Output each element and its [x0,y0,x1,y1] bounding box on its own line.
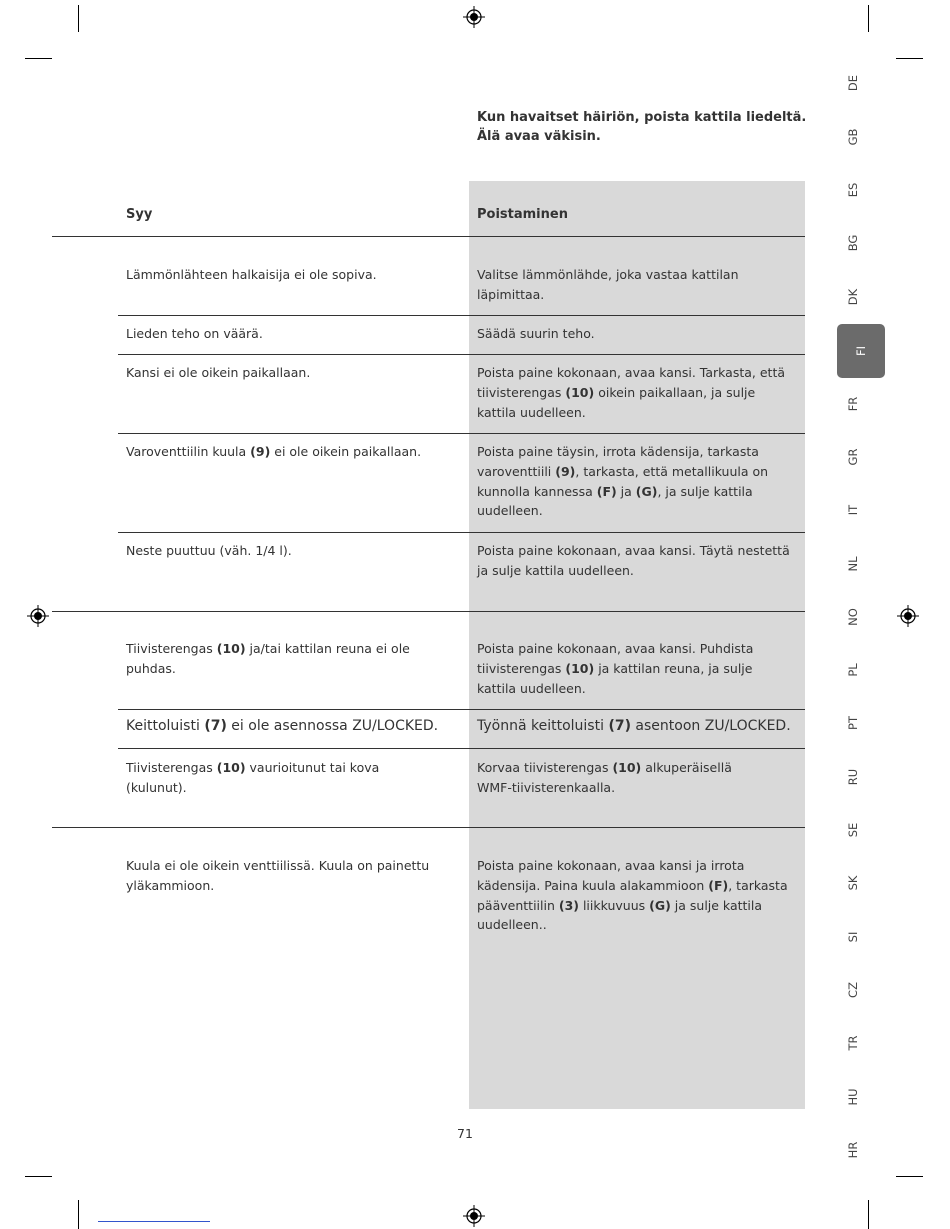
language-tab-nl[interactable]: NL [846,556,860,572]
remedy-cell: Poista paine kokonaan, avaa kansi. Täytä nestettä ja sulje kattila uudelleen. [477,543,790,578]
crop-mark [896,58,923,59]
remedy-cell: Poista paine kokonaan, avaa kansi ja irrota kädensija. Paina kuula alakammioon (F), tarkasta pääventtiilin (3) liikkuvuus (G) ja sulje kattila uudelleen.. [477,858,788,933]
row-divider [118,748,805,749]
registration-mark-icon [27,605,49,627]
cause-cell: Neste puuttuu (väh. 1/4 l). [126,543,292,558]
registration-mark-icon [463,1205,485,1227]
language-tab-si[interactable]: SI [846,931,860,943]
remedy-cell: Poista paine kokonaan, avaa kansi. Tarkasta, että tiivisterengas (10) oikein paikallaan, ja sulje kattila uudelleen. [477,365,786,420]
cause-cell: Tiivisterengas (10) ja/tai kattilan reuna ei ole puhdas. [126,641,410,676]
language-tab-tr[interactable]: TR [846,1035,860,1051]
language-tab-dk[interactable]: DK [846,288,860,306]
language-tab-it[interactable]: IT [846,504,860,516]
language-tab-hu[interactable]: HU [846,1088,860,1106]
crop-mark [25,1176,52,1177]
row-divider [118,532,805,533]
remedy-cell: Työnnä keittoluisti (7) asentoon ZU/LOCKED. [477,718,791,734]
crop-mark [896,1176,923,1177]
cause-cell: Lämmönlähteen halkaisija ei ole sopiva. [126,267,377,282]
section-divider [52,611,805,612]
footer-link-underline [98,1221,210,1222]
cause-cell: Keittoluisti (7) ei ole asennossa ZU/LOCKED. [126,718,439,734]
registration-mark-icon [463,6,485,28]
row-divider [118,709,805,710]
crop-mark [25,58,52,59]
remedy-cell: Poista paine täysin, irrota kädensija, tarkasta varoventtiili (9), tarkasta, että metallikuula on kunnolla kannessa (F) ja (G), ja sulje kattila uudelleen. [477,444,769,519]
crop-mark [868,5,869,32]
cause-cell: Kuula ei ole oikein venttiilissä. Kuula on painettu yläkammioon. [126,858,430,893]
remedy-cell: Poista paine kokonaan, avaa kansi. Puhdista tiivisterengas (10) ja kattilan reuna, ja sulje kattila uudelleen. [477,641,754,696]
language-tab-hr[interactable]: HR [846,1141,860,1159]
remedy-cell: Korvaa tiivisterengas (10) alkuperäisellä WMF-tiivisterenkaalla. [477,760,732,795]
row-divider [118,354,805,355]
cause-cell: Kansi ei ole oikein paikallaan. [126,365,311,380]
remedy-cell: Säädä suurin teho. [477,326,595,341]
language-tab-sk[interactable]: SK [846,875,860,891]
language-tab-es[interactable]: ES [846,182,860,198]
cause-cell: Lieden teho on väärä. [126,326,263,341]
crop-mark [78,1200,79,1229]
crop-mark [78,5,79,32]
page-number: 71 [457,1126,473,1141]
language-tab-fi[interactable]: FI [837,324,885,378]
row-divider [118,433,805,434]
language-tab-ru[interactable]: RU [846,768,860,786]
language-tab-de[interactable]: DE [846,74,860,92]
section-divider [52,236,805,237]
section-divider [52,827,805,828]
cause-cell: Tiivisterengas (10) vaurioitunut tai kova (kulunut). [126,760,380,795]
registration-mark-icon [897,605,919,627]
row-divider [118,315,805,316]
remedy-cell: Valitse lämmönlähde, joka vastaa kattilan läpimittaa. [477,267,739,302]
language-tab-pt[interactable]: PT [846,716,860,730]
cause-cell: Varoventtiilin kuula (9) ei ole oikein paikallaan. [126,444,422,459]
language-tab-bg[interactable]: BG [846,234,860,252]
language-tab-fr[interactable]: FR [846,396,860,412]
language-tab-gb[interactable]: GB [846,128,860,146]
language-tab-no[interactable]: NO [846,608,860,626]
language-tab-gr[interactable]: GR [846,448,860,466]
language-tab-se[interactable]: SE [846,822,860,838]
language-tab-pl[interactable]: PL [846,663,860,677]
crop-mark [868,1200,869,1229]
notice-text: Kun havaitset häiriön, poista kattila liedeltä. Älä avaa väkisin. [477,110,807,144]
language-tab-cz[interactable]: CZ [846,982,860,998]
cause-header: Syy [126,207,153,222]
remedy-header: Poistaminen [477,207,568,222]
